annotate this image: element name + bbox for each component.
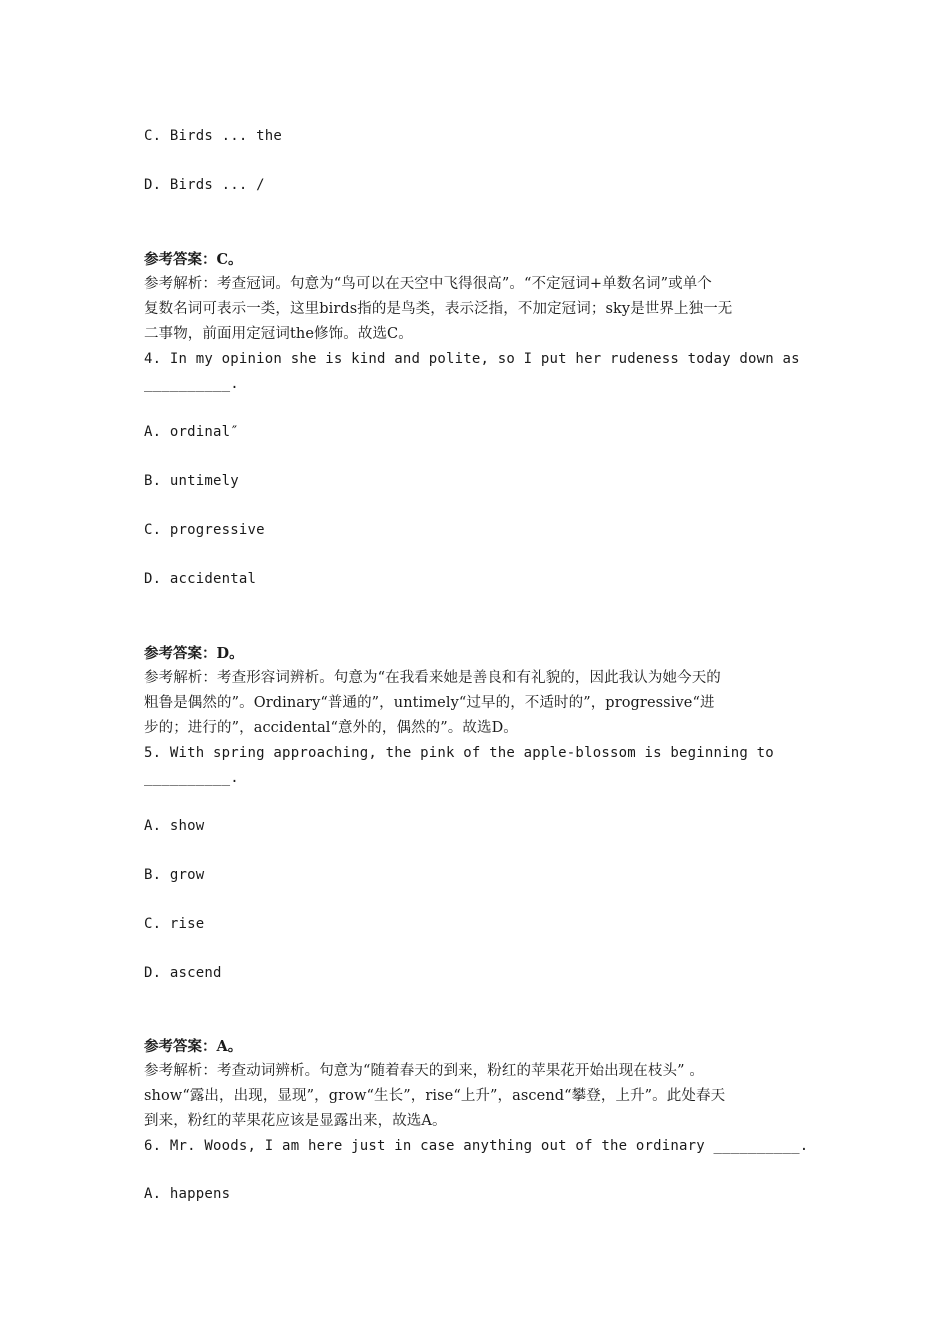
question-text: 4. In my opinion she is kind and polite, so I put her rudeness today down as	[144, 351, 800, 367]
question-text: __________.	[144, 376, 239, 392]
explanation-line: 复数名词可表示一类，这里birds指的是鸟类，表示泛指，不加定冠词；sky是世界上独一无	[144, 301, 733, 317]
explanation-line: 到来，粉红的苹果花应该是显露出来，故选A。	[144, 1113, 447, 1129]
option-d: D. Birds ... /	[144, 177, 265, 193]
explanation-line: show“露出，出现，显现”，grow“生长”，rise“上升”，ascend“攀登，上升”。此处春天	[144, 1088, 726, 1104]
explanation-line: 二事物，前面用定冠词the修饰。故选C。	[144, 326, 413, 342]
question-text: 5. With spring approaching, the pink of the apple-blossom is beginning to	[144, 745, 774, 761]
option-a: A. happens	[144, 1186, 231, 1202]
option-b: B. untimely	[144, 473, 239, 489]
question-text: __________.	[144, 770, 239, 786]
explanation-line: 参考解析：考查动词辨析。句意为“随着春天的到来，粉红的苹果花开始出现在枝头” 。	[144, 1063, 704, 1079]
option-c: C. progressive	[144, 522, 265, 538]
option-a: A. ordinal″	[144, 424, 239, 440]
option-a: A. show	[144, 818, 205, 834]
option-c: C. Birds ... the	[144, 128, 283, 144]
answer-label: 参考答案：C。	[144, 251, 243, 268]
explanation-line: 粗鲁是偶然的”。Ordinary“普通的”，untimely“过早的，不适时的”，progressive“进	[144, 695, 715, 711]
option-c: C. rise	[144, 916, 205, 932]
option-d: D. accidental	[144, 571, 257, 587]
question-text: 6. Mr. Woods, I am here just in case anything out of the ordinary __________.	[144, 1138, 809, 1154]
answer-label: 参考答案：D。	[144, 645, 244, 662]
answer-label: 参考答案：A。	[144, 1038, 243, 1055]
explanation-line: 参考解析：考查冠词。句意为“鸟可以在天空中飞得很高”。“不定冠词+单数名词”或单个	[144, 276, 712, 292]
explanation-line: 参考解析：考查形容词辨析。句意为“在我看来她是善良和有礼貌的，因此我认为她今天的	[144, 670, 721, 686]
explanation-line: 步的；进行的”，accidental“意外的，偶然的”。故选D。	[144, 720, 518, 736]
option-b: B. grow	[144, 867, 205, 883]
option-d: D. ascend	[144, 965, 222, 981]
